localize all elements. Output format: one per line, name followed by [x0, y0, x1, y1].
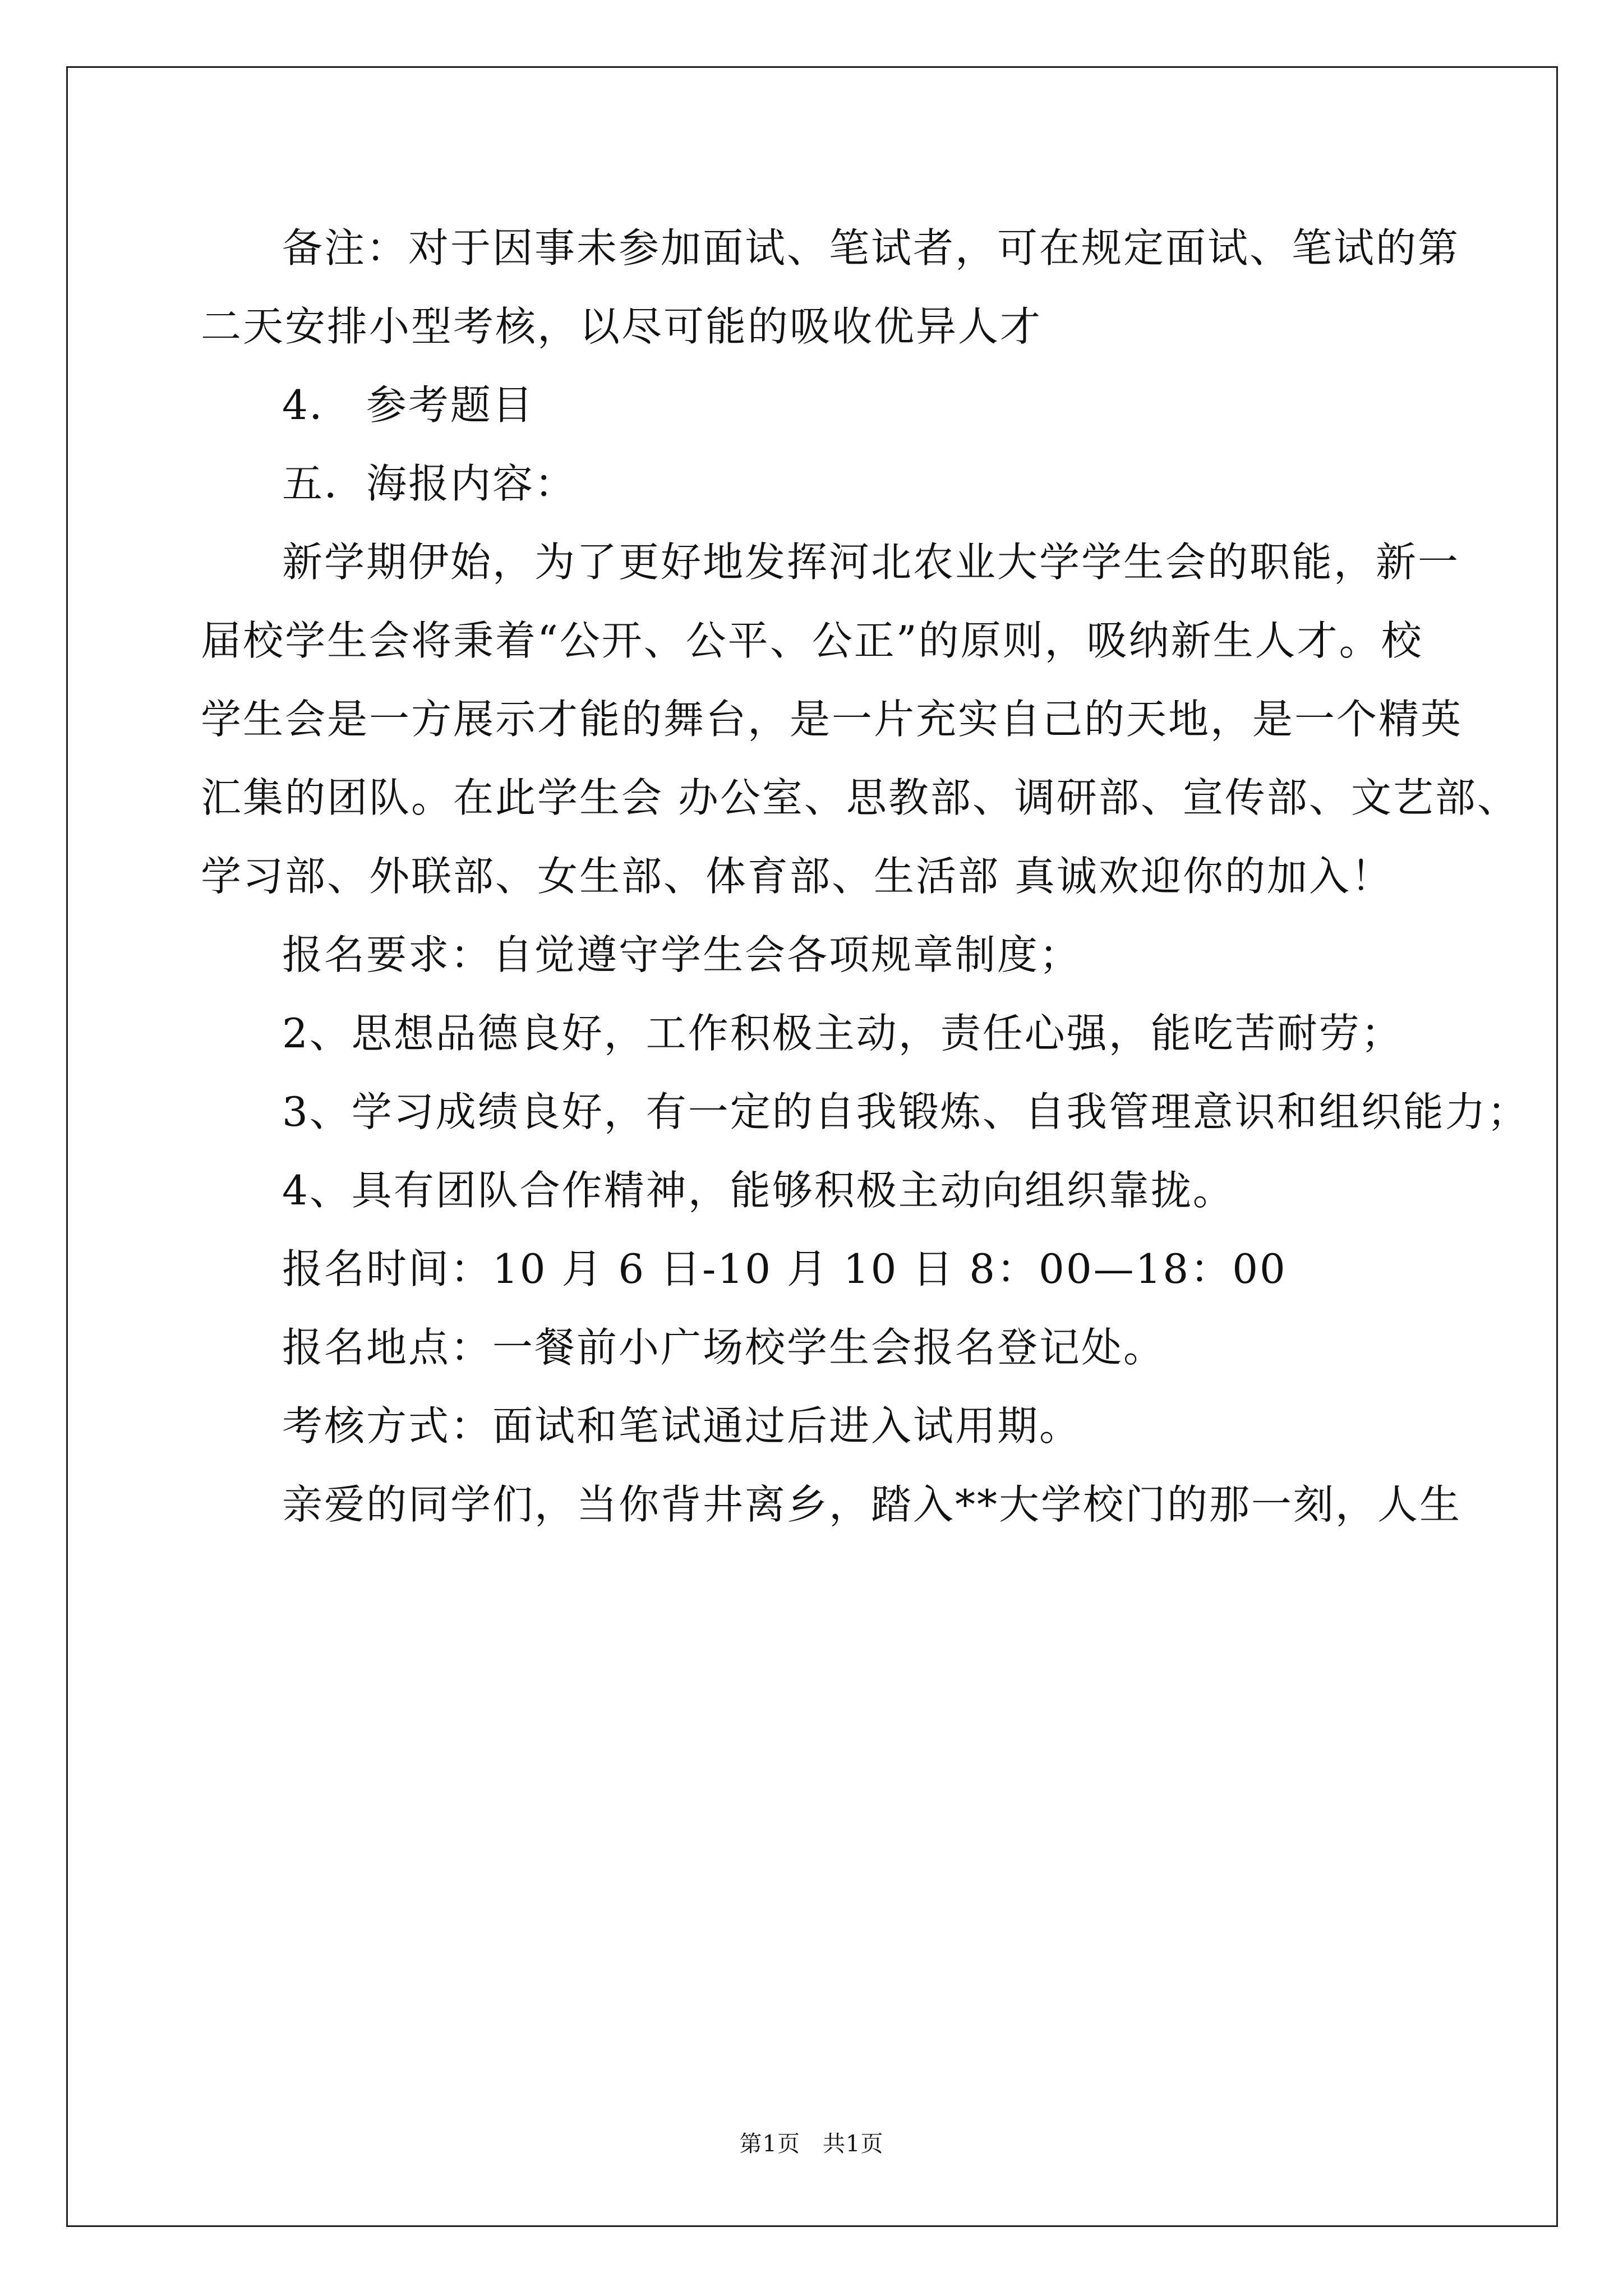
text-line-6: 届校学生会将秉着“公开、公平、公正”的原则，吸纳新生人才。校	[201, 617, 1423, 664]
text-line-17: 亲爱的同学们，当你背井离乡，踏入**大学校门的那一刻，人生	[282, 1481, 1462, 1528]
text-line-2: 二天安排小型考核，以尽可能的吸收优异人才	[201, 303, 1043, 350]
text-line-11: 2、思想品德良好，工作积极主动，责任心强，能吃苦耐劳；	[282, 1010, 1403, 1057]
text-line-13: 4、具有团队合作精神，能够积极主动向组织靠拢。	[282, 1167, 1235, 1214]
text-line-15: 报名地点：一餐前小广场校学生会报名登记处。	[282, 1324, 1166, 1371]
text-line-3: 4． 参考题目	[282, 381, 534, 429]
text-line-12: 3、学习成绩良好，有一定的自我锻炼、自我管理意识和组织能力；	[282, 1088, 1529, 1135]
page-total: 共1页	[823, 2131, 884, 2157]
text-line-5: 新学期伊始，为了更好地发挥河北农业大学学生会的职能，新一	[282, 539, 1460, 586]
text-line-10: 报名要求：自觉遵守学生会各项规章制度；	[282, 931, 1082, 978]
text-line-16: 考核方式：面试和笔试通过后进入试用期。	[282, 1402, 1082, 1450]
text-line-4: 五．海报内容：	[282, 460, 577, 507]
text-line-8: 汇集的团队。在此学生会 办公室、思教部、调研部、宣传部、文艺部、	[201, 774, 1519, 821]
text-line-14: 报名时间：10 月 6 日-10 月 10 日 8：00—18：00	[282, 1245, 1287, 1292]
text-line-7: 学生会是一方展示才能的舞台，是一片充实自己的天地，是一个精英	[201, 696, 1463, 743]
text-line-1: 备注：对于因事未参加面试、笔试者，可在规定面试、笔试的第	[282, 224, 1460, 272]
page-footer	[0, 2126, 1623, 2158]
page-current: 第1页	[739, 2131, 800, 2157]
text-line-9: 学习部、外联部、女生部、体育部、生活部 真诚欢迎你的加入！	[201, 853, 1393, 900]
